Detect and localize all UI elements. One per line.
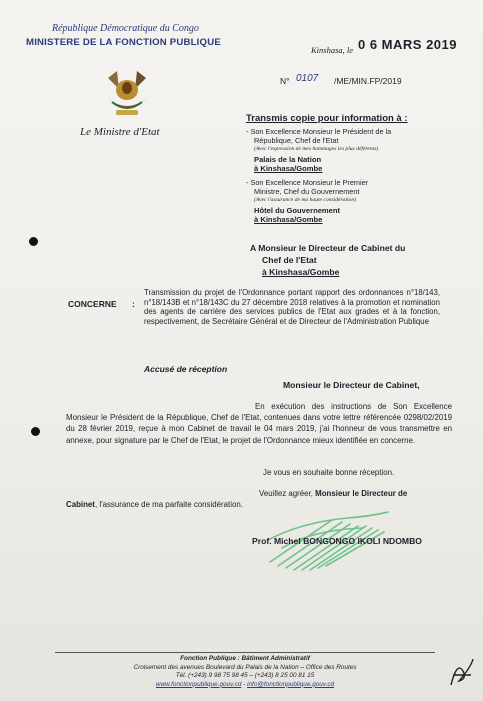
salutation: Monsieur le Directeur de Cabinet, — [283, 380, 420, 390]
addressee-line: Chef de l'Etat — [262, 255, 317, 265]
closing-addressee-2: Cabinet — [66, 500, 95, 510]
footer-title: Fonction Publique : Bâtiment Administratif — [180, 655, 310, 662]
copies-title: Transmis copie pour information à : — [246, 113, 408, 124]
recipient-note: (Avec l'assurance de ma haute considération) — [254, 197, 357, 204]
recipient-line: - Son Excellence Monsieur le Président de la — [246, 127, 392, 136]
ministry-heading: MINISTERE DE LA FONCTION PUBLIQUE — [26, 37, 221, 48]
body-paragraph-2: Je vous en souhaite bonne réception. — [263, 468, 395, 477]
body-paragraph-1: En exécution des instructions de Son Excellence Monsieur le Président de la République, Chef de l'Etat, contenues dans votre lettre référencée 0298/02/2019 du 28 février 2019, reçue à mon Cabinet de travail le 04 mars 2019, j'ai l'honneur de vous transmettre en annexe, pour signature par le Chef de l'Etat, le projet de l'Ordonnance mieux identifiée en concerne. — [66, 402, 452, 445]
closing-addressee: Monsieur le Directeur de — [315, 489, 408, 498]
reference-suffix: /ME/MIN.FP/2019 — [334, 76, 402, 86]
recipient-city: à Kinshasa/Gombe — [254, 163, 323, 173]
recipient-line: République, Chef de l'Etat — [254, 136, 339, 146]
recipient-place: Hôtel du Gouvernement — [254, 205, 341, 215]
signer-name: Prof. Michel BONGONGO IKOLI NDOMBO — [252, 536, 422, 546]
date-stamp: 0 6 MARS 2019 — [358, 37, 457, 52]
closing-tail: , l'assurance de ma parfaite considération. — [94, 500, 243, 510]
copy-recipient-prime-minister — [246, 178, 446, 224]
acknowledgement-request: Accusé de réception — [144, 364, 228, 374]
recipient-line: Ministre, Chef du Gouvernement — [254, 187, 360, 197]
closing-lead: Veuillez agréer, — [259, 489, 316, 498]
recipient-city: à Kinshasa/Gombe — [254, 214, 323, 224]
footer-phone: Tél. (+243) 9 98 75 98 45 – (+243) 8 25 00 81 15 — [175, 672, 315, 680]
footer-divider — [55, 652, 435, 653]
addressee-block — [250, 242, 450, 278]
punch-hole — [31, 427, 40, 436]
copy-recipient-president — [246, 127, 446, 173]
republic-heading: République Démocratique du Congo — [52, 23, 199, 34]
subject-colon: : — [132, 299, 135, 309]
recipient-place: Palais de la Nation — [254, 154, 322, 164]
subject-text: Transmission du projet de l'Ordonnance portant rapport des ordonnances n°18/143, n°18/143B et n°18/143C du 27 décembre 2018 relatives à la promotion et nomination des agents de carrière des services publics de l'Etat aux grades et à la fonction, respectivement, de Secrétaire Général et de Directeur de l'Administration Publique — [144, 288, 440, 326]
initials-paraph — [447, 655, 475, 691]
footer-email-link[interactable]: info@fonctionpublique.gouv.cd — [247, 680, 335, 688]
closing-paragraph — [66, 488, 452, 510]
punch-hole — [29, 237, 38, 246]
footer-website-link[interactable]: www.fonctionpublique.gouv.cd — [155, 680, 242, 688]
footer — [60, 655, 430, 689]
footer-separator: - — [241, 680, 248, 688]
recipient-line: - Son Excellence Monsieur le Premier — [246, 178, 369, 187]
subject-label: CONCERNE — [68, 299, 117, 309]
coat-of-arms-emblem — [98, 66, 156, 124]
reference-number: 0107 — [296, 73, 319, 84]
signatory-title: Le Ministre d'Etat — [80, 126, 160, 138]
recipient-note: (Avec l'expression de mes hommages les plus déférents) — [254, 146, 379, 153]
reference-prefix: N° — [280, 76, 290, 86]
dateline-city: Kinshasa, le — [311, 45, 354, 55]
addressee-city: à Kinshasa/Gombe — [262, 267, 340, 277]
addressee-line: A Monsieur le Directeur de Cabinet du — [250, 243, 406, 253]
footer-address: Croisement des avenues Boulevard du Palais de la Nation – Office des Routes — [133, 663, 357, 671]
